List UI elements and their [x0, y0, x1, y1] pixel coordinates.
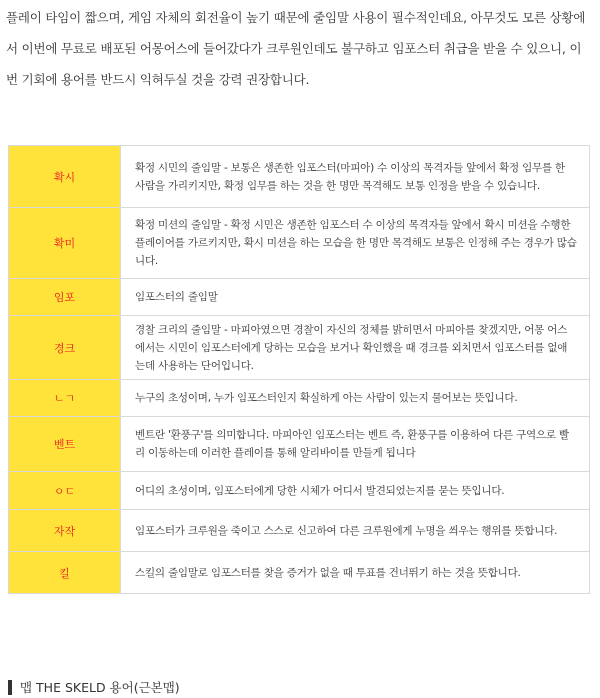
definition-cell: 어디의 초성이며, 임포스터에게 당한 시체가 어디서 발견되었는지를 묻는 뜻입니다.: [121, 472, 590, 510]
term-cell: ㄴㄱ: [9, 380, 121, 417]
term-cell: 확미: [9, 208, 121, 279]
definition-cell: 벤트란 '환풍구'를 의미합니다. 마피아인 임포스터는 벤트 즉, 환풍구를 이용하여 다른 구역으로 빨리 이동하는데 이러한 플레이를 통해 알리바이를 만들게 됩니다: [121, 417, 590, 472]
table-row: [9, 316, 590, 380]
definition-cell: 확정 시민의 줄임말 - 보통은 생존한 임포스터(마피아) 수 이상의 목격자들 앞에서 확정 임무를 한 사람을 가리키지만, 확정 임무를 하는 것을 한 명만 목격해도 보통 인정을 받을 수 있습니다.: [121, 146, 590, 208]
term-cell: 임포: [9, 279, 121, 316]
table-row: [9, 380, 590, 417]
intro-paragraph: 플레이 타임이 짧으며, 게임 자체의 회전율이 높기 때문에 줄임말 사용이 필수적인데요, 아무것도 모른 상황에서 이번에 무료로 배포된 어몽어스에 들어갔다가 크루원인데도 불구하고 임포스터 취급을 받을 수 있으니, 이번 기회에 용어를 반드시 익혀두실 것을 강력 권장합니다.: [6, 10, 586, 87]
table-row: [9, 552, 590, 594]
terms-table: [8, 145, 590, 594]
section-heading-text: 맵 THE SKELD 용어(근본맵): [20, 680, 180, 695]
term-cell: 킬: [9, 552, 121, 594]
term-cell: 경크: [9, 316, 121, 380]
definition-cell: 경찰 크리의 줄임말 - 마피아였으면 경찰이 자신의 정체를 밝히면서 마피아를 찾겠지만, 어몽 어스에서는 시민이 임포스터에게 당하는 모습을 보거나 확인했을 때 경크를 외치면서 임포스터를 없애는데 사용하는 단어입니다.: [121, 316, 590, 380]
heading-bar-icon: [8, 680, 12, 695]
definition-cell: 임포스터가 크루원을 죽이고 스스로 신고하여 다른 크루원에게 누명을 씌우는 행위를 뜻합니다.: [121, 510, 590, 552]
term-cell: 벤트: [9, 417, 121, 472]
definition-cell: 누구의 초성이며, 누가 임포스터인지 확실하게 아는 사람이 있는지 물어보는 뜻입니다.: [121, 380, 590, 417]
term-cell: ㅇㄷ: [9, 472, 121, 510]
term-cell: 자작: [9, 510, 121, 552]
table-row: [9, 510, 590, 552]
table-row: [9, 146, 590, 208]
table-row: [9, 208, 590, 279]
table-row: [9, 279, 590, 316]
table-row: [9, 417, 590, 472]
section-heading: [8, 678, 180, 696]
term-cell: 확시: [9, 146, 121, 208]
table-row: [9, 472, 590, 510]
definition-cell: 확정 미션의 줄임말 - 확정 시민은 생존한 임포스터 수 이상의 목격자들 앞에서 확시 미션을 수행한 플레이어를 가르키지만, 확시 미션을 하는 모습을 한 명만 목격해도 보통은 인정해 주는 경우가 많습니다.: [121, 208, 590, 279]
definition-cell: 스킬의 줄임말로 임포스터를 찾을 증거가 없을 때 투표를 건너뛰기 하는 것을 뜻합니다.: [121, 552, 590, 594]
definition-cell: 임포스터의 줄임말: [121, 279, 590, 316]
